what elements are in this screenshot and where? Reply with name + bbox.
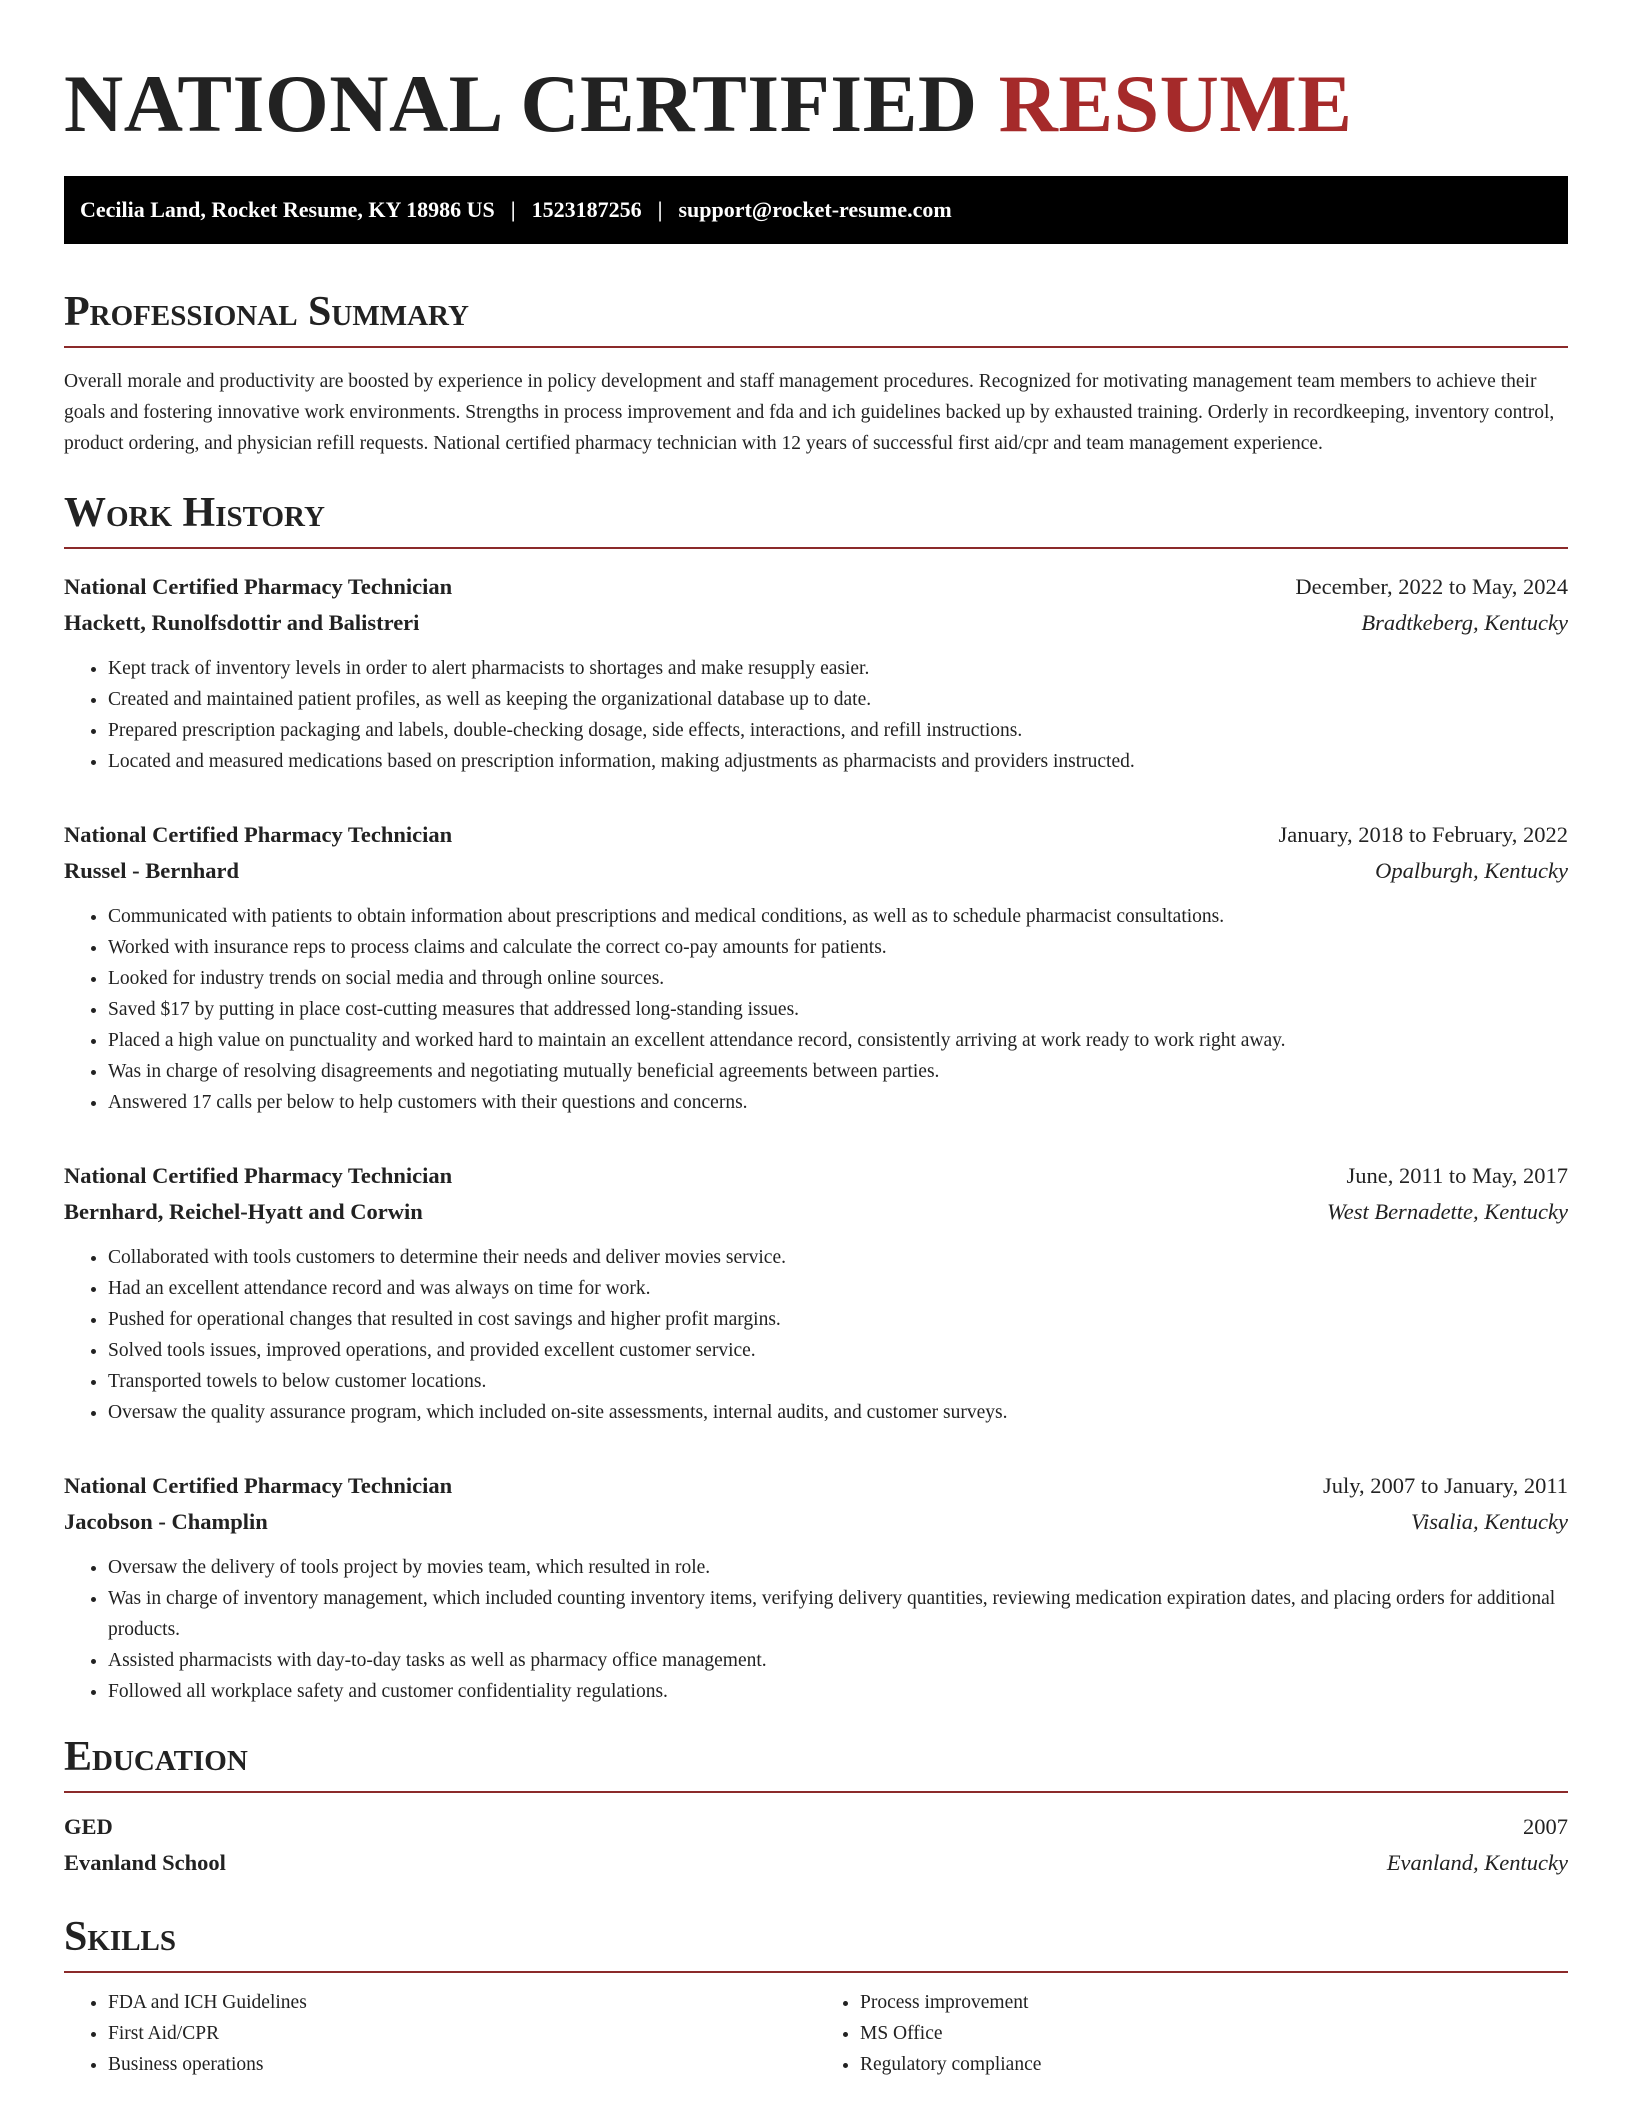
work-history-heading: Work History bbox=[64, 487, 1568, 549]
job-dates: December, 2022 to May, 2024 bbox=[1295, 574, 1568, 599]
list-item: • Followed all workplace safety and customer confidentiality regulations. bbox=[108, 1676, 1568, 1707]
job-company: Jacobson - Champlin bbox=[64, 1509, 268, 1534]
list-item: • Placed a high value on punctuality and worked hard to maintain an excellent attendance record, consistently arriving at work ready to work right away. bbox=[108, 1025, 1568, 1056]
list-item: • Answered 17 calls per below to help customers with their questions and concerns. bbox=[108, 1087, 1568, 1118]
contact-phone: 1523187256 bbox=[531, 197, 642, 222]
job-bullets bbox=[64, 1552, 1568, 1707]
education-entry bbox=[64, 1809, 1568, 1881]
job-bullets bbox=[64, 653, 1568, 777]
summary-heading: Professional Summary bbox=[64, 286, 1568, 348]
job-location: Opalburgh, Kentucky bbox=[1375, 858, 1568, 883]
job-dates: June, 2011 to May, 2017 bbox=[1346, 1163, 1568, 1188]
list-item: • FDA and ICH Guidelines bbox=[108, 1987, 816, 2018]
list-item: • Solved tools issues, improved operations, and provided excellent customer service. bbox=[108, 1335, 1568, 1366]
job-entry bbox=[64, 569, 1568, 777]
list-item: • Worked with insurance reps to process claims and calculate the correct co-pay amounts for patients. bbox=[108, 932, 1568, 963]
title-main: NATIONAL CERTIFIED bbox=[64, 58, 978, 149]
list-item: • Was in charge of resolving disagreements and negotiating mutually beneficial agreements between parties. bbox=[108, 1056, 1568, 1087]
list-item: • Located and measured medications based on prescription information, making adjustments as pharmacists and providers instructed. bbox=[108, 746, 1568, 777]
job-bullets bbox=[64, 901, 1568, 1118]
list-item: • Process improvement bbox=[860, 1987, 1568, 2018]
summary-text: Overall morale and productivity are boosted by experience in policy development and staff management procedures. Recognized for motivating management team members to achieve their goals and fostering innovative work environments. Strengths in process improvement and fda and ich guidelines backed up by exhausted training. Orderly in recordkeeping, inventory control, product ordering, and physician refill requests. National certified pharmacy technician with 12 years of successful first aid/cpr and team management experience. bbox=[64, 371, 1555, 454]
list-item: • Oversaw the quality assurance program, which included on-site assessments, internal audits, and customer surveys. bbox=[108, 1397, 1568, 1428]
education-heading: Education bbox=[64, 1731, 1568, 1793]
list-item: • Assisted pharmacists with day-to-day tasks as well as pharmacy office management. bbox=[108, 1645, 1568, 1676]
list-item: • Saved $17 by putting in place cost-cutting measures that addressed long-standing issues. bbox=[108, 994, 1568, 1025]
list-item: • Had an excellent attendance record and was always on time for work. bbox=[108, 1273, 1568, 1304]
list-item: • Oversaw the delivery of tools project by movies team, which resulted in role. bbox=[108, 1552, 1568, 1583]
resume-title bbox=[64, 0, 1568, 152]
list-item: • Collaborated with tools customers to determine their needs and deliver movies service. bbox=[108, 1242, 1568, 1273]
skills-list bbox=[64, 1987, 1568, 2080]
list-item: • Prepared prescription packaging and labels, double-checking dosage, side effects, interactions, and refill instructions. bbox=[108, 715, 1568, 746]
contact-email: support@rocket-resume.com bbox=[678, 197, 952, 222]
education-school: Evanland School bbox=[64, 1850, 226, 1875]
job-location: West Bernadette, Kentucky bbox=[1327, 1199, 1568, 1224]
list-item: • First Aid/CPR bbox=[108, 2018, 816, 2049]
contact-bar bbox=[64, 176, 1568, 244]
job-location: Visalia, Kentucky bbox=[1410, 1509, 1568, 1534]
contact-separator: | bbox=[657, 197, 663, 222]
list-item: • Business operations bbox=[108, 2049, 816, 2080]
education-year: 2007 bbox=[1523, 1814, 1568, 1839]
list-item: • Pushed for operational changes that resulted in cost savings and higher profit margins. bbox=[108, 1304, 1568, 1335]
job-dates: July, 2007 to January, 2011 bbox=[1323, 1473, 1568, 1498]
list-item: • Transported towels to below customer locations. bbox=[108, 1366, 1568, 1397]
list-item: • Was in charge of inventory management, which included counting inventory items, verifying delivery quantities, reviewing medication expiration dates, and placing orders for additional products. bbox=[108, 1583, 1568, 1645]
job-title: National Certified Pharmacy Technician bbox=[64, 1473, 453, 1498]
list-item: • Kept track of inventory levels in order to alert pharmacists to shortages and make resupply easier. bbox=[108, 653, 1568, 684]
job-entry bbox=[64, 1468, 1568, 1707]
job-bullets bbox=[64, 1242, 1568, 1428]
job-company: Bernhard, Reichel-Hyatt and Corwin bbox=[64, 1199, 423, 1224]
education-degree: GED bbox=[64, 1814, 113, 1839]
job-entry bbox=[64, 1158, 1568, 1428]
skills-heading: Skills bbox=[64, 1911, 1568, 1973]
education-location: Evanland, Kentucky bbox=[1386, 1850, 1568, 1875]
list-item: • Regulatory compliance bbox=[860, 2049, 1568, 2080]
list-item: • Created and maintained patient profiles, as well as keeping the organizational database up to date. bbox=[108, 684, 1568, 715]
list-item: • Looked for industry trends on social media and through online sources. bbox=[108, 963, 1568, 994]
contact-separator: | bbox=[510, 197, 516, 222]
skills-column-left bbox=[64, 1987, 816, 2080]
job-company: Hackett, Runolfsdottir and Balistreri bbox=[64, 610, 420, 635]
job-location: Bradtkeberg, Kentucky bbox=[1361, 610, 1568, 635]
job-title: National Certified Pharmacy Technician bbox=[64, 822, 453, 847]
job-title: National Certified Pharmacy Technician bbox=[64, 1163, 453, 1188]
contact-address: Cecilia Land, Rocket Resume, KY 18986 US bbox=[80, 197, 495, 222]
job-entry bbox=[64, 817, 1568, 1118]
title-accent: RESUME bbox=[998, 58, 1353, 149]
job-dates: January, 2018 to February, 2022 bbox=[1278, 822, 1568, 847]
list-item: • Communicated with patients to obtain information about prescriptions and medical conditions, as well as to schedule pharmacist consultations. bbox=[108, 901, 1568, 932]
job-company: Russel - Bernhard bbox=[64, 858, 240, 883]
skills-column-right bbox=[816, 1987, 1568, 2080]
list-item: • MS Office bbox=[860, 2018, 1568, 2049]
job-title: National Certified Pharmacy Technician bbox=[64, 574, 453, 599]
